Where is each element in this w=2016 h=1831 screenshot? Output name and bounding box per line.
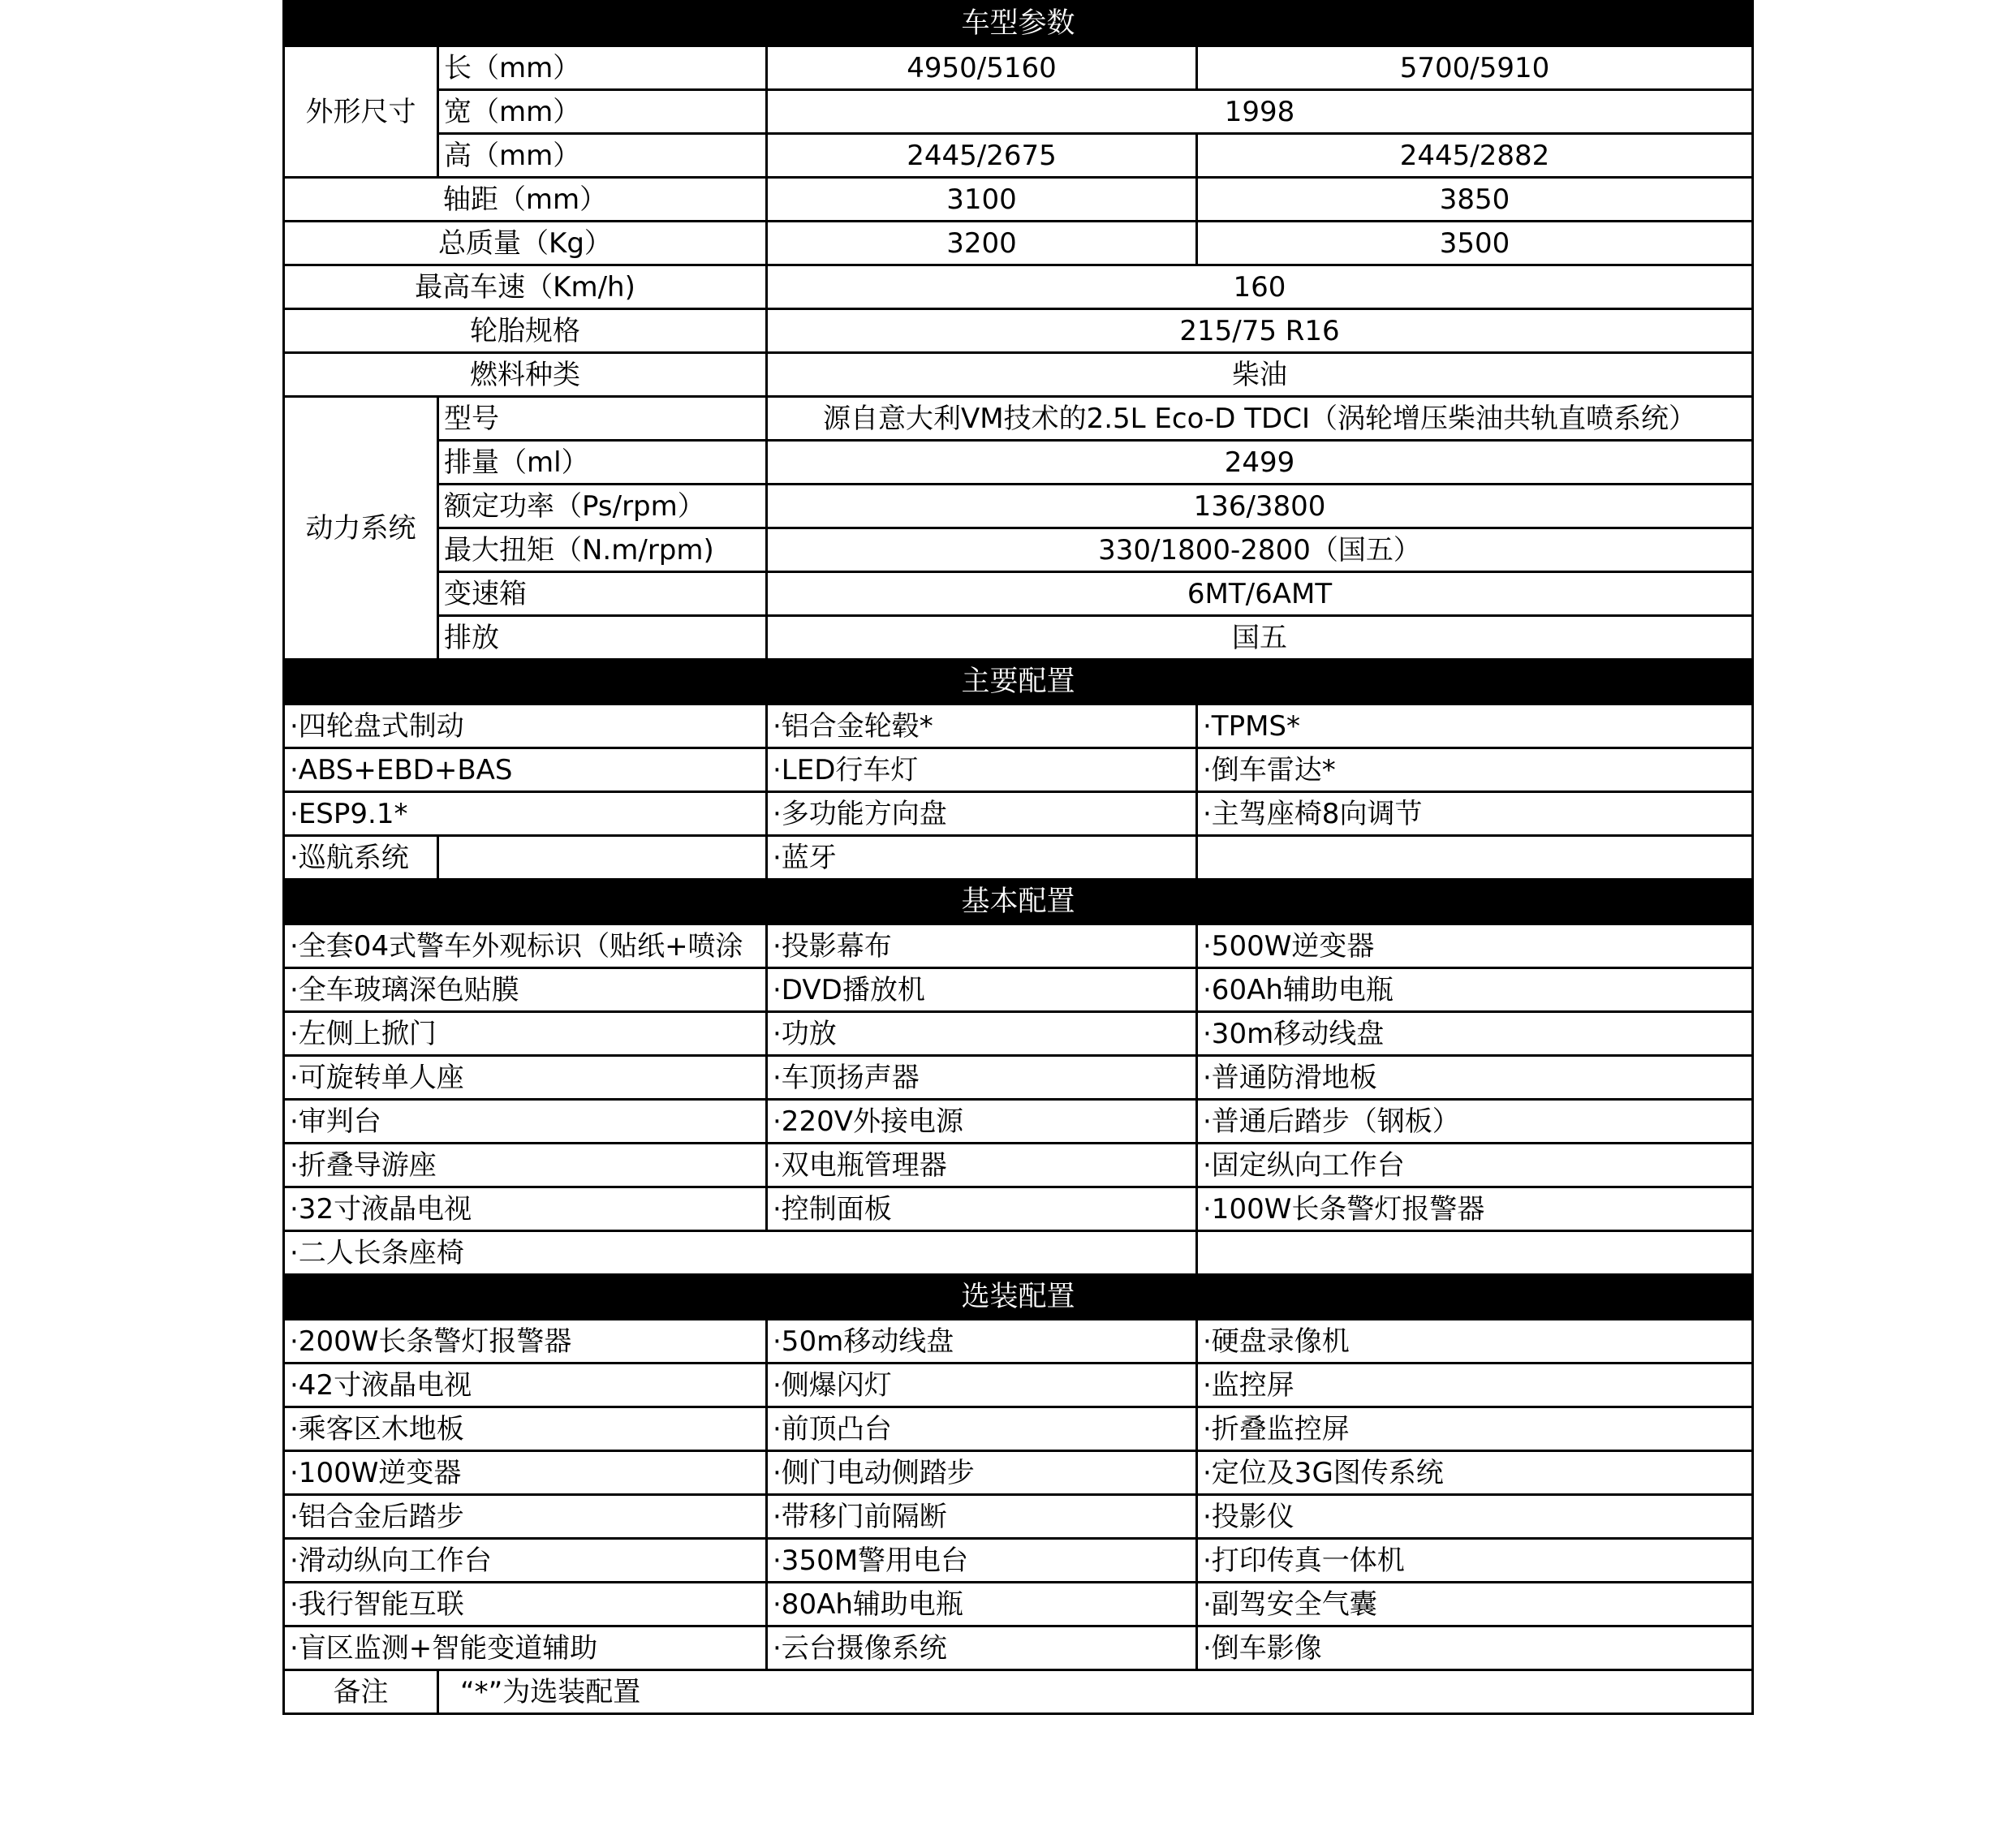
config-item: ·云台摄像系统 [767, 1626, 1197, 1670]
param-label: 排放 [438, 616, 767, 660]
spec-sheet [282, 0, 1751, 1715]
config-row [284, 968, 1753, 1012]
config-item: ·多功能方向盘 [767, 792, 1197, 836]
config-row [284, 836, 1753, 880]
param-row-height [284, 134, 1753, 178]
config-item: ·TPMS* [1197, 704, 1753, 748]
config-row [284, 1451, 1753, 1495]
config-row [284, 1626, 1753, 1670]
config-item: ·我行智能互联 [284, 1583, 767, 1626]
param-row-gearbox [284, 572, 1753, 616]
param-value: 160 [767, 265, 1753, 309]
section-header-optional: 选装配置 [284, 1275, 1753, 1320]
param-row-length [284, 46, 1753, 90]
param-label: 总质量（Kg） [284, 222, 767, 265]
param-label: 最高车速（Km/h) [284, 265, 767, 309]
config-item: ·折叠导游座 [284, 1144, 767, 1187]
section-header-row [284, 880, 1753, 924]
config-item: ·蓝牙 [767, 836, 1197, 880]
config-row [284, 1320, 1753, 1364]
param-label: 长（mm） [438, 46, 767, 90]
param-row-wheelbase [284, 178, 1753, 222]
config-item: ·80Ah辅助电瓶 [767, 1583, 1197, 1626]
config-row [284, 924, 1753, 968]
note-row [284, 1670, 1753, 1714]
config-item: ·侧爆闪灯 [767, 1364, 1197, 1407]
section-header-main: 主要配置 [284, 660, 1753, 704]
param-row-torque [284, 528, 1753, 572]
param-row-gross-mass [284, 222, 1753, 265]
config-item: ·四轮盘式制动 [284, 704, 767, 748]
config-item: ·普通防滑地板 [1197, 1056, 1753, 1100]
config-item: ·投影仪 [1197, 1495, 1753, 1539]
param-value: 2499 [767, 441, 1753, 485]
param-row-width [284, 90, 1753, 134]
param-value: 2445/2882 [1197, 134, 1753, 178]
param-label: 型号 [438, 397, 767, 441]
param-label: 额定功率（Ps/rpm） [438, 485, 767, 528]
param-row-engine-model [284, 397, 1753, 441]
config-item: ·主驾座椅8向调节 [1197, 792, 1753, 836]
param-value: 3850 [1197, 178, 1753, 222]
config-row [284, 748, 1753, 792]
config-item: ·巡航系统 [284, 836, 438, 880]
config-row [284, 1144, 1753, 1187]
config-item: ·二人长条座椅 [284, 1231, 1197, 1275]
config-item: ·监控屏 [1197, 1364, 1753, 1407]
config-item: ·ABS+EBD+BAS [284, 748, 767, 792]
config-row [284, 704, 1753, 748]
param-value: 3200 [767, 222, 1197, 265]
config-item: ·32寸液晶电视 [284, 1187, 767, 1231]
config-row [284, 1231, 1753, 1275]
param-value: 源自意大利VM技术的2.5L Eco-D TDCI（涡轮增压柴油共轨直喷系统） [767, 397, 1753, 441]
param-label: 排量（ml） [438, 441, 767, 485]
config-row [284, 1056, 1753, 1100]
config-row [284, 1495, 1753, 1539]
section-header-row [284, 1275, 1753, 1320]
config-item: ·铝合金后踏步 [284, 1495, 767, 1539]
config-item: ·带移门前隔断 [767, 1495, 1197, 1539]
param-value: 3500 [1197, 222, 1753, 265]
config-item: ·左侧上掀门 [284, 1012, 767, 1056]
param-label: 高（mm） [438, 134, 767, 178]
config-row [284, 1407, 1753, 1451]
param-value: 5700/5910 [1197, 46, 1753, 90]
config-item: ·普通后踏步（钢板） [1197, 1100, 1753, 1144]
section-header-params: 车型参数 [284, 2, 1753, 46]
config-item: ·乘客区木地板 [284, 1407, 767, 1451]
config-item: ·倒车雷达* [1197, 748, 1753, 792]
param-row-power [284, 485, 1753, 528]
config-item: ·350M警用电台 [767, 1539, 1197, 1583]
config-item-empty [1197, 1231, 1753, 1275]
param-row-max-speed [284, 265, 1753, 309]
config-row [284, 1100, 1753, 1144]
spec-table [282, 0, 1754, 1715]
config-item: ·硬盘录像机 [1197, 1320, 1753, 1364]
config-item: ·倒车影像 [1197, 1626, 1753, 1670]
config-item: ·控制面板 [767, 1187, 1197, 1231]
group-label-dimensions: 外形尺寸 [284, 46, 438, 178]
param-row-displacement [284, 441, 1753, 485]
note-text: “*”为选装配置 [438, 1670, 1753, 1714]
config-item: ·审判台 [284, 1100, 767, 1144]
config-item: ·DVD播放机 [767, 968, 1197, 1012]
param-value: 136/3800 [767, 485, 1753, 528]
group-label-powertrain: 动力系统 [284, 397, 438, 660]
config-item: ·车顶扬声器 [767, 1056, 1197, 1100]
config-item: ·功放 [767, 1012, 1197, 1056]
config-row [284, 1539, 1753, 1583]
config-item: ·全套04式警车外观标识（贴纸+喷涂 [284, 924, 767, 968]
config-item-empty [438, 836, 767, 880]
config-item: ·定位及3G图传系统 [1197, 1451, 1753, 1495]
config-item: ·LED行车灯 [767, 748, 1197, 792]
param-label: 燃料种类 [284, 353, 767, 397]
param-row-tire [284, 309, 1753, 353]
param-value: 1998 [767, 90, 1753, 134]
config-item: ·折叠监控屏 [1197, 1407, 1753, 1451]
config-row [284, 1583, 1753, 1626]
config-item: ·500W逆变器 [1197, 924, 1753, 968]
param-value: 6MT/6AMT [767, 572, 1753, 616]
config-item: ·50m移动线盘 [767, 1320, 1197, 1364]
section-header-basic: 基本配置 [284, 880, 1753, 924]
config-item: ·投影幕布 [767, 924, 1197, 968]
param-label: 宽（mm） [438, 90, 767, 134]
config-item: ·可旋转单人座 [284, 1056, 767, 1100]
config-row [284, 1187, 1753, 1231]
section-header-row [284, 660, 1753, 704]
config-item: ·ESP9.1* [284, 792, 767, 836]
section-header-row [284, 2, 1753, 46]
param-value: 330/1800-2800（国五） [767, 528, 1753, 572]
param-value: 215/75 R16 [767, 309, 1753, 353]
config-item: ·打印传真一体机 [1197, 1539, 1753, 1583]
param-value: 柴油 [767, 353, 1753, 397]
config-item: ·铝合金轮毂* [767, 704, 1197, 748]
param-value: 2445/2675 [767, 134, 1197, 178]
note-label: 备注 [284, 1670, 438, 1714]
config-item: ·侧门电动侧踏步 [767, 1451, 1197, 1495]
config-item: ·220V外接电源 [767, 1100, 1197, 1144]
config-item: ·200W长条警灯报警器 [284, 1320, 767, 1364]
config-row [284, 792, 1753, 836]
param-row-emission [284, 616, 1753, 660]
param-label: 轴距（mm） [284, 178, 767, 222]
config-row [284, 1012, 1753, 1056]
config-item: ·全车玻璃深色贴膜 [284, 968, 767, 1012]
config-item: ·60Ah辅助电瓶 [1197, 968, 1753, 1012]
param-row-fuel [284, 353, 1753, 397]
config-row [284, 1364, 1753, 1407]
param-label: 变速箱 [438, 572, 767, 616]
config-item: ·100W长条警灯报警器 [1197, 1187, 1753, 1231]
config-item: ·42寸液晶电视 [284, 1364, 767, 1407]
config-item: ·100W逆变器 [284, 1451, 767, 1495]
param-label: 轮胎规格 [284, 309, 767, 353]
config-item-empty [1197, 836, 1753, 880]
config-item: ·副驾安全气囊 [1197, 1583, 1753, 1626]
config-item: ·双电瓶管理器 [767, 1144, 1197, 1187]
config-item: ·盲区监测+智能变道辅助 [284, 1626, 767, 1670]
param-value: 4950/5160 [767, 46, 1197, 90]
config-item: ·滑动纵向工作台 [284, 1539, 767, 1583]
config-item: ·30m移动线盘 [1197, 1012, 1753, 1056]
config-item: ·固定纵向工作台 [1197, 1144, 1753, 1187]
config-item: ·前顶凸台 [767, 1407, 1197, 1451]
param-value: 3100 [767, 178, 1197, 222]
param-label: 最大扭矩（N.m/rpm) [438, 528, 767, 572]
param-value: 国五 [767, 616, 1753, 660]
